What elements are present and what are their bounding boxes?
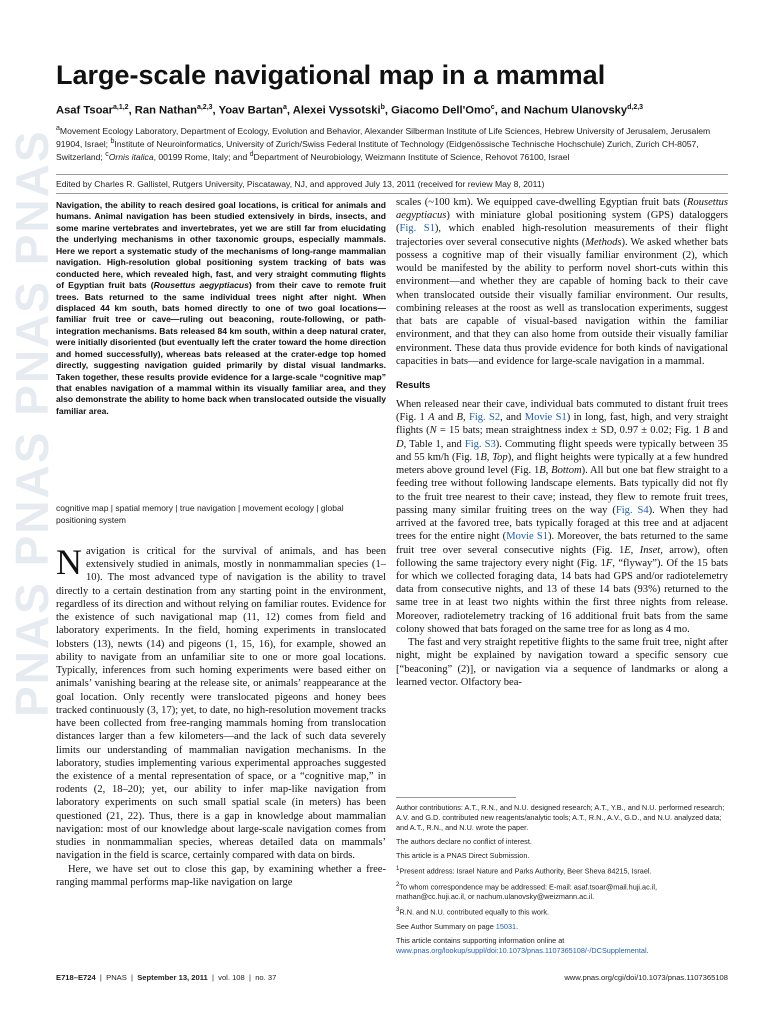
supplemental-link[interactable]: www.pnas.org/lookup/suppl/doi:10.1073/pnas.1107365108/-/DCSupplemental bbox=[396, 945, 647, 955]
author: Asaf Tsoar bbox=[56, 104, 113, 117]
fig-s1-link[interactable]: Fig. S1 bbox=[399, 223, 435, 235]
introduction: Navigation is critical for the survival of animals, and has been extensively studied in animals, mostly in nonmammalian species (1–10). The most advanced type of navigation is the ability to travel directly to a certain destination from any starting point in the environment, regardless of its direction and without relying on familiar routes. Evidence for the existence of such navigational map (11, 12) comes from field and laboratory experiments. In the field, homing experiments in translocated lobsters (13), newts (14) and pigeons (1, 15, 16), for example, showed an ability to navigate from an unfamiliar site to one or more goal locations. Typically, inferences from such homing experiments were based either on animals’ vanishing bearing at the release site, or animals’ reappearance at the goal location. Only recently were translocated pigeons and honey bees tracked continuously (3, 17); yet, to date, no high-resolution movement tracks have been collected from free-ranging mammals homing from translocation distances larger than a few kilometers—and the lack of such data severely limits our understanding of mammalian navigation mechanisms. In the laboratory, studies implementing various experimental approaches suggested the existence of a mental representation of space, or a “cognitive map,” in rodents (2, 18–20); yet, our ability to infer map-like navigation from laboratory experiments on such small spatial scale (in meters) has been questioned (21, 22). Thus, there is a gap in knowledge about mammalian navigation: most of our knowledge about large-scale navigation comes from studies in nonmammalian species, whereas detailed data on mammals’ navigation in the field is scarce, certainly compared with data on birds. Here, we have set out to close this gap, by examining whether a free-ranging mammal performs map-like navigation on large bbox=[56, 542, 386, 888]
divider bbox=[56, 174, 728, 175]
drop-cap: N bbox=[56, 542, 82, 582]
footer-citation: E718–E724 | PNAS | September 13, 2011 | vol. 108 | no. 37 bbox=[56, 973, 277, 982]
fig-s4-link[interactable]: Fig. S4 bbox=[615, 504, 649, 516]
footnote-2: $^2$To whom correspondence may be addressed: E-mail: asaf.tsoar@mail.huji.ac.il, rnathan@cc.huji.ac.il, or nachum.ulanovsky@weizmann.ac.il. bbox=[396, 880, 658, 902]
section-heading-results: Results bbox=[396, 380, 431, 392]
affiliations: $^a$Movement Ecology Laboratory, Department of Ecology, Evolution and Behavior, Alexander Silberman Institute of Life Sciences, Hebrew University of Jerusalem, Jerusalem 91904, Israel; $^b$Institute of Neuroinformatics, University of Zurich/Swiss Federal Institute of Technology (Eidgenössische Technische Hochschule) Zurich, Zurich CH-8057, Switzerland; $^c$Ornis italica, 00199 Rome, Italy; and $^d$Department of Neurobiology, Weizmann Institute of Science, Rehovot 76100, Israel bbox=[56, 125, 711, 162]
footer-doi-url[interactable]: www.pnas.org/cgi/doi/10.1073/pnas.1107365108 bbox=[564, 973, 728, 982]
movie-s1-link[interactable]: Movie S1 bbox=[506, 531, 549, 543]
direct-submission: This article is a PNAS Direct Submission. bbox=[396, 851, 530, 861]
footnote-1: $^1$Present address: Israel Nature and Parks Authority, Beer Sheva 84215, Israel. bbox=[396, 865, 652, 876]
movie-s1-link[interactable]: Movie S1 bbox=[524, 412, 567, 424]
author-summary: See Author Summary on page 15031. bbox=[396, 921, 519, 931]
author: Giacomo Dell'Omo bbox=[391, 104, 491, 117]
author: Alexei Vyssotski bbox=[292, 104, 381, 117]
edited-by: Edited by Charles R. Gallistel, Rutgers University, Piscataway, NJ, and approved July 13, 2011 (received for review May 8, 2011) bbox=[56, 179, 545, 189]
keywords: cognitive map | spatial memory | true navigation | movement ecology | global positioning system bbox=[56, 503, 344, 526]
author-list: Asaf Tsoar$^{a,1,2}$, Ran Nathan$^{a,2,3}$, Yoav Bartan$^a$, Alexei Vyssotski$^b$, Giacomo Dell'Omo$^c$, and Nachum Ulanovsky$^{d,2,3}$ bbox=[56, 104, 644, 117]
article-title: Large-scale navigational map in a mammal bbox=[56, 60, 606, 90]
footnote-3: $^3$R.N. and N.U. contributed equally to this work. bbox=[396, 906, 550, 917]
author-summary-link[interactable]: 15031 bbox=[495, 921, 517, 931]
pnas-watermark: PNAS PNAS PNAS PNAS bbox=[6, 129, 58, 717]
fig-s2-link[interactable]: Fig. S2 bbox=[468, 412, 501, 424]
footnotes bbox=[396, 803, 728, 960]
fig-s3-link[interactable]: Fig. S3 bbox=[464, 438, 496, 450]
conflict-statement: The authors declare no conflict of interest. bbox=[396, 837, 532, 847]
abstract: Navigation, the ability to reach desired goal locations, is critical for animals and humans. Animal navigation has been studied extensively in birds, insects, and some marine vertebrates and invertebrates, yet we are still far from elucidating the underlying mechanisms in other taxonomic groups, especially mammals. Here we report a systematic study of the mechanisms of long-range mammalian navigation. High-resolution global positioning system tracking of bats was conducted here, which revealed high, fast, and very straight commuting flights of Egyptian fruit bats (Rousettus aegyptiacus) from their cave to remote fruit trees. Bats returned to the same individual trees night after night. When displaced 44 km south, bats homed directly to one of two goal locations—familiar fruit tree or cave—ruling out beaconing, route-following, or path-integration mechanisms. Bats released 84 km south, within a deep natural crater, were initially disoriented (but eventually left the crater toward the home direction and homed successfully), whereas bats released at the crater-edge top homed directly, suggesting navigation guided primarily by distal visual landmarks. Taken together, these results provide evidence for a large-scale “cognitive map” that enables navigation of a mammal within its visually familiar area, and they also demonstrate the ability to home back when translocated outside the visually familiar area. bbox=[56, 200, 386, 416]
author: Ran Nathan bbox=[134, 104, 197, 117]
author-contributions: Author contributions: A.T., R.N., and N.U. designed research; A.T., Y.B., and N.U. performed research; A.V. and G.D. contributed new reagents/analytic tools; A.T., R.N., A.V., G.D., and N.U. analyzed data; and A.T., R.N., and N.U. wrote the paper. bbox=[396, 803, 725, 833]
footnote-divider bbox=[396, 797, 516, 798]
body-right-column: scales (~100 km). We equipped cave-dwelling Egyptian fruit bats (Rousettus aegyptiacus) with miniature global positioning system (GPS) dataloggers (Fig. S1), which enabled high-resolution measurements of their flight trajectories over several consecutive nights (Methods). We asked whether bats possess a cognitive map of their visually familiar environment (2), which would be manifested by the ability to perform novel short-cuts within this environment—and whether they are capable of homing back to their cave when translocated outside their visually familiar environment. Our results, combining releases at the roost as well as translocation experiments, suggest that bats are capable of visual-based navigation within the familiar environment, and that they can also home from outside their visually familiar environment. These data thus provide evidence for both kinds of navigational capacities in bats—and evidence for large-scale navigation in a mammal. Results When released near their cave, individual bats commuted to distant fruit trees (Fig. 1 A and B, Fig. S2, and Movie S1) in long, fast, high, and very straight flights (N = 15 bats; mean straightness index ± SD, 0.97 ± 0.02; Fig. 1 B and D, Table 1, and Fig. S3). Commuting flight speeds were typically between 35 and 55 km/h (Fig. 1B, Top), and flight heights were typically at a few hundred meters above ground level (Fig. 1B, Bottom). All but one bat flew straight to a feeding tree without following landscape elements. Bats typically did not fly to the fruit tree nearest to their cave; instead, they flew to remote fruit trees, passing many similar fruiting trees on the way (Fig. S4). When they had arrived at the favored tree, bats typically foraged at this tree and at adjacent trees for the entire night (Movie S1). Moreover, the bats returned to the same fruit tree over several consecutive nights (Fig. 1E, Inset, arrow), often following the same trajectory every night (Fig. 1F, “flyway”). Of the 15 bats for which we collected foraging data, 14 bats had GPS and/or radiotelemetry data from consecutive nights, and 13 of these 14 bats (93%) returned to the same tree in at least two nights within the first three nights from release. Moreover, radiotelemetry tracking of 16 additional fruit bats from the same colony showed that bats foraged on the same tree for as long as 4 mo. The fast and very straight repetitive flights to the same fruit tree, night after night, might be explained by navigation toward a specific sensory cue [“beaconing” (2)], or navigation via a sequence of landmarks or along a learned vector. Olfactory bea- bbox=[396, 197, 729, 688]
author: Yoav Bartan bbox=[218, 104, 284, 117]
supporting-info: This article contains supporting information online at www.pnas.org/lookup/suppl/doi:10.1073/pnas.1107365108/-/DCSupplemental. bbox=[396, 935, 649, 955]
author: Nachum Ulanovsky bbox=[523, 104, 628, 117]
divider bbox=[56, 193, 728, 194]
